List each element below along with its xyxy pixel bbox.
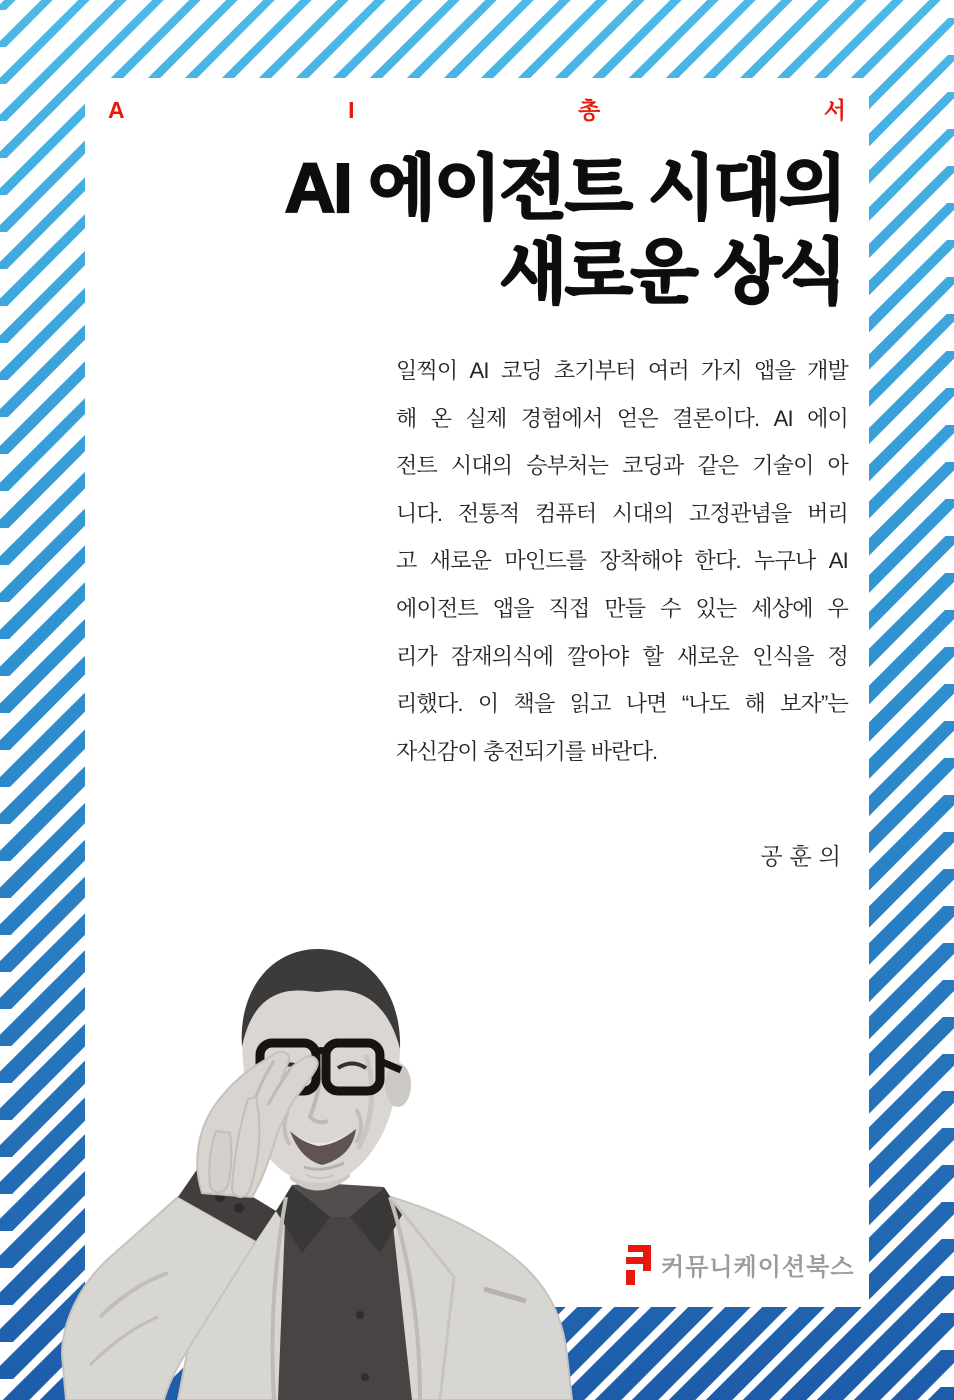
book-title-line-1: AI 에이전트 시대의 (284, 149, 845, 227)
blurb-line: 니다. 전통적 컴퓨터 시대의 고정관념을 버리 (396, 500, 848, 526)
cover-blurb (396, 347, 848, 775)
author-photo (60, 935, 580, 1400)
book-title-line-2: 새로운 상식 (499, 233, 845, 311)
series-char: I (348, 97, 355, 123)
blurb-line: 고 새로운 마인드를 장착해야 한다. 누구나 AI (396, 548, 848, 574)
communicationbooks-logo-icon (626, 1245, 651, 1285)
book-title (85, 146, 845, 314)
author-name: 공훈의 (760, 843, 848, 869)
publisher-lockup (626, 1244, 854, 1285)
series-char: 총 (578, 97, 601, 123)
blurb-line: 리가 잠재의식에 깔아야 할 새로운 인식을 정 (396, 643, 848, 669)
publisher-name: 커뮤니케이션북스 (661, 1254, 855, 1281)
blurb-line: 자신감이 충전되기를 바란다. (396, 738, 658, 764)
series-char: A (108, 97, 125, 123)
blurb-line: 전트 시대의 승부처는 코딩과 같은 기술이 아 (396, 453, 848, 479)
blurb-line: 해 온 실제 경험에서 얻은 결론이다. AI 에이 (396, 405, 848, 431)
blurb-line: 에이전트 앱을 직접 만들 수 있는 세상에 우 (396, 595, 848, 621)
blurb-line: 리했다. 이 책을 읽고 나면 “나도 해 보자”는 (396, 691, 848, 717)
series-label (108, 97, 846, 127)
blurb-line: 일찍이 AI 코딩 초기부터 여러 가지 앱을 개발 (396, 358, 848, 383)
series-char: 서 (823, 97, 846, 123)
